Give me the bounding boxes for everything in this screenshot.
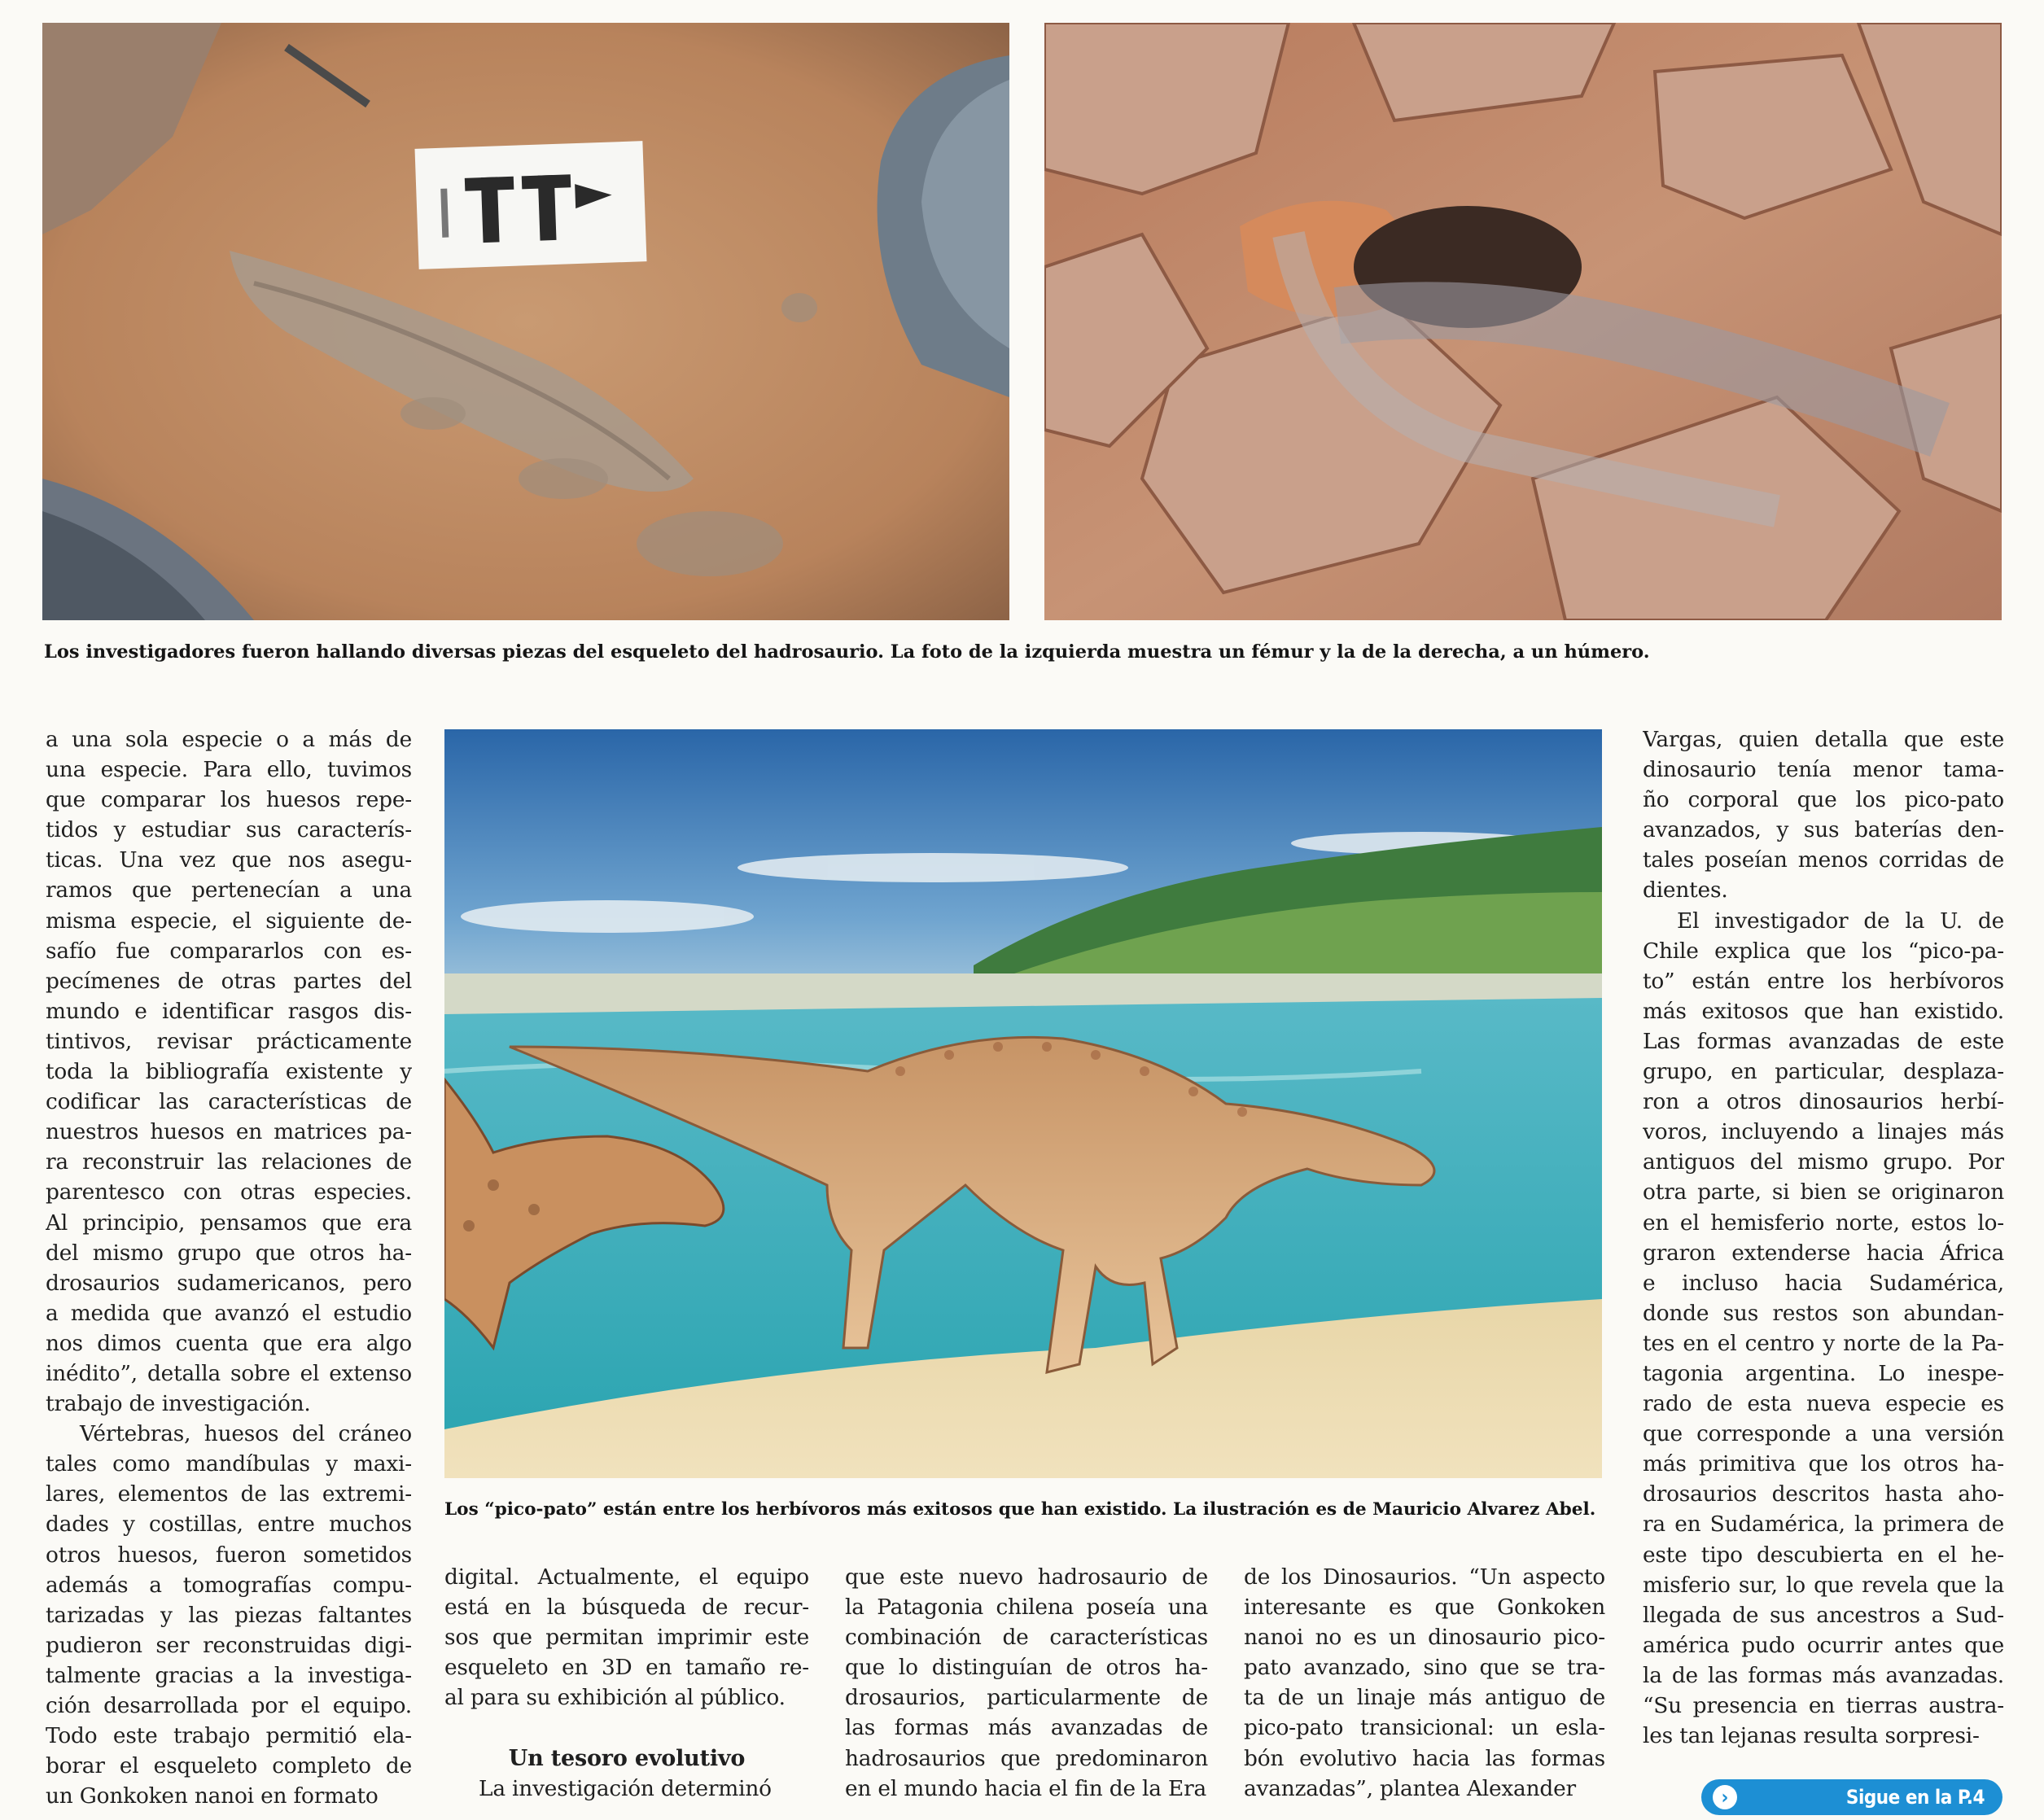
- article-column-3: [845, 1562, 1208, 1804]
- text-line: les tan lejanas resulta sorpresi-: [1643, 1723, 1980, 1749]
- text-line: llegada de sus ancestros a Sud-: [1643, 1602, 2004, 1628]
- text-line: drosaurios sudamericanos, pero: [46, 1270, 412, 1296]
- chevron-right-icon: ›: [1713, 1785, 1737, 1809]
- continue-on-page-button[interactable]: [1701, 1779, 2002, 1815]
- text-line: esqueleto en 3D en tamaño re-: [444, 1655, 809, 1681]
- text-line: rado de esta nueva especie es: [1643, 1391, 2004, 1417]
- text-line: está en la búsqueda de recur-: [444, 1595, 809, 1621]
- text-line: hadrosaurios que predominaron: [845, 1745, 1208, 1771]
- text-line: dades y costillas, entre muchos: [46, 1512, 412, 1538]
- text-line: to” están entre los herbívoros: [1643, 968, 2004, 994]
- text-line: avanzados, y sus baterías den-: [1643, 817, 2004, 843]
- text-line: ron a otros dinosaurios herbí-: [1643, 1089, 2004, 1115]
- text-line: otra parte, si bien se originaron: [1643, 1179, 2004, 1205]
- text-line: trabajo de investigación.: [46, 1391, 311, 1417]
- text-line: más primitiva que los otros ha-: [1643, 1451, 2004, 1477]
- text-line: Las formas avanzadas de este: [1643, 1028, 2004, 1054]
- text-line: avanzadas”, plantea Alexander: [1244, 1775, 1576, 1801]
- text-line: a una sola especie o a más de: [46, 727, 412, 752]
- text-line: combinación de características: [845, 1625, 1208, 1651]
- text-line: este tipo descubierta en el he-: [1643, 1542, 2004, 1568]
- text-line: La investigación determinó: [479, 1775, 772, 1801]
- article-column-1: [46, 724, 412, 1811]
- text-line: Vargas, quien detalla que este: [1643, 727, 2004, 752]
- text-line: El investigador de la U. de: [1677, 908, 2004, 934]
- text-line: talmente gracias a la investiga-: [46, 1662, 412, 1688]
- text-line: tarizadas y las piezas faltantes: [46, 1602, 412, 1628]
- text-line: drosaurios, particularmente de: [845, 1685, 1208, 1711]
- text-line: borar el esqueleto completo de: [46, 1753, 412, 1779]
- text-line: nos dimos cuenta que era algo: [46, 1330, 412, 1356]
- text-line: la de las formas más avanzadas.: [1643, 1662, 2004, 1688]
- text-line: ra reconstruir las relaciones de: [46, 1149, 412, 1175]
- text-line: e incluso hacia Sudamérica,: [1643, 1270, 2004, 1296]
- text-line: la Patagonia chilena poseía una: [845, 1595, 1208, 1621]
- text-line: bón evolutivo hacia las formas: [1244, 1745, 1605, 1771]
- text-line: “Su presencia en tierras austra-: [1643, 1693, 2004, 1718]
- text-line: dinosaurio tenía menor tama-: [1643, 757, 2004, 783]
- text-line: del mismo grupo que otros ha-: [46, 1240, 412, 1266]
- text-line: además a tomografías compu-: [46, 1572, 412, 1598]
- text-line: en el mundo hacia el fin de la Era: [845, 1775, 1207, 1801]
- text-line: voros, incluyendo a linajes más: [1643, 1119, 2004, 1145]
- femur-photo: [42, 23, 1009, 620]
- text-line: toda la bibliografía existente y: [46, 1059, 412, 1085]
- text-line: que este nuevo hadrosaurio de: [845, 1564, 1208, 1590]
- humerus-photo: [1044, 23, 2002, 620]
- text-line: un Gonkoken nanoi en formato: [46, 1783, 379, 1809]
- text-line: Vértebras, huesos del cráneo: [80, 1421, 412, 1447]
- article-column-2: [444, 1562, 809, 1804]
- text-line: ción desarrollada por el equipo.: [46, 1693, 412, 1718]
- text-line: que corresponde a una versión: [1643, 1421, 2004, 1447]
- continue-label: Sigue en la P.4: [1845, 1786, 1985, 1809]
- text-line: Chile explica que los “pico-pa-: [1643, 938, 2004, 964]
- text-line: otros huesos, fueron sometidos: [46, 1542, 412, 1568]
- text-line: tales poseían menos corridas de: [1643, 847, 2004, 873]
- text-line: Al principio, pensamos que era: [46, 1210, 412, 1236]
- text-line: américa pudo ocurrir antes que: [1643, 1632, 2004, 1658]
- text-line: de los Dinosaurios. “Un aspecto: [1244, 1564, 1605, 1590]
- text-line: tes en el centro y norte de la Pa-: [1643, 1330, 2004, 1356]
- text-line: ta de un linaje más antiguo de: [1244, 1685, 1605, 1711]
- text-line: tales como mandíbulas y maxi-: [46, 1451, 412, 1477]
- article-column-5: [1643, 724, 2004, 1751]
- text-line: ño corporal que los pico-pato: [1643, 787, 2004, 813]
- text-line: Todo este trabajo permitió ela-: [46, 1723, 412, 1749]
- text-line: al para su exhibición al público.: [444, 1685, 786, 1711]
- text-line: tintivos, revisar prácticamente: [46, 1028, 412, 1054]
- text-line: tagonia argentina. Lo inespe-: [1643, 1360, 2004, 1386]
- text-line: interesante es que Gonkoken: [1244, 1595, 1605, 1621]
- text-line: pecímenes de otras partes del: [46, 968, 412, 994]
- text-line: más exitosos que han existido.: [1643, 998, 2004, 1024]
- text-line: pato avanzado, sino que se tra-: [1244, 1655, 1605, 1681]
- text-line: drosaurios descritos hasta aho-: [1643, 1481, 2004, 1507]
- text-line: ramos que pertenecían a una: [46, 877, 412, 903]
- text-line: dientes.: [1643, 877, 1728, 903]
- text-line: donde sus restos son abundan-: [1643, 1300, 2004, 1326]
- text-line: inédito”, detalla sobre el extenso: [46, 1360, 412, 1386]
- text-line: sos que permitan imprimir este: [444, 1625, 809, 1651]
- text-line: lares, elementos de las extremi-: [46, 1481, 412, 1507]
- text-line: ticas. Una vez que nos asegu-: [46, 847, 412, 873]
- dinosaur-illustration: [444, 729, 1602, 1478]
- text-line: nuestros huesos en matrices pa-: [46, 1119, 412, 1145]
- text-line: codificar las características de: [46, 1089, 412, 1115]
- text-line: misma especie, el siguiente de-: [46, 908, 412, 934]
- text-line: antiguos del mismo grupo. Por: [1643, 1149, 2004, 1175]
- text-line: grupo, en particular, desplaza-: [1643, 1059, 2004, 1085]
- text-line: a medida que avanzó el estudio: [46, 1300, 412, 1326]
- text-line: ra en Sudamérica, la primera de: [1643, 1512, 2004, 1538]
- text-line: pico-pato transicional: un esla-: [1244, 1715, 1605, 1741]
- text-line: nanoi no es un dinosaurio pico-: [1244, 1625, 1605, 1651]
- text-line: mundo e identificar rasgos dis-: [46, 998, 412, 1024]
- text-line: en el hemisferio norte, estos lo-: [1643, 1210, 2004, 1236]
- illustration-caption: Los “pico-pato” están entre los herbívoros más exitosos que han existido. La ilustración es de Mauricio Alvarez Abel.: [444, 1499, 1596, 1520]
- section-subhead: Un tesoro evolutivo: [508, 1745, 746, 1771]
- text-line: tidos y estudiar sus caracterís-: [46, 817, 412, 843]
- photo-caption: Los investigadores fueron hallando diversas piezas del esqueleto del hadrosaurio. La foto de la izquierda muestra un fémur y la de la derecha, a un húmero.: [44, 641, 1650, 663]
- text-line: que comparar los huesos repe-: [46, 787, 412, 813]
- text-line: digital. Actualmente, el equipo: [444, 1564, 809, 1590]
- text-line: safío fue compararlos con es-: [46, 938, 412, 964]
- article-column-4: [1244, 1562, 1605, 1804]
- text-line: pudieron ser reconstruidas digi-: [46, 1632, 412, 1658]
- text-line: las formas más avanzadas de: [845, 1715, 1208, 1741]
- text-line: una especie. Para ello, tuvimos: [46, 757, 412, 783]
- text-line: parentesco con otras especies.: [46, 1179, 412, 1205]
- text-line: que lo distinguían de otros ha-: [845, 1655, 1208, 1681]
- text-line: misferio sur, lo que revela que la: [1643, 1572, 2004, 1598]
- text-line: graron extenderse hacia África: [1643, 1240, 2004, 1266]
